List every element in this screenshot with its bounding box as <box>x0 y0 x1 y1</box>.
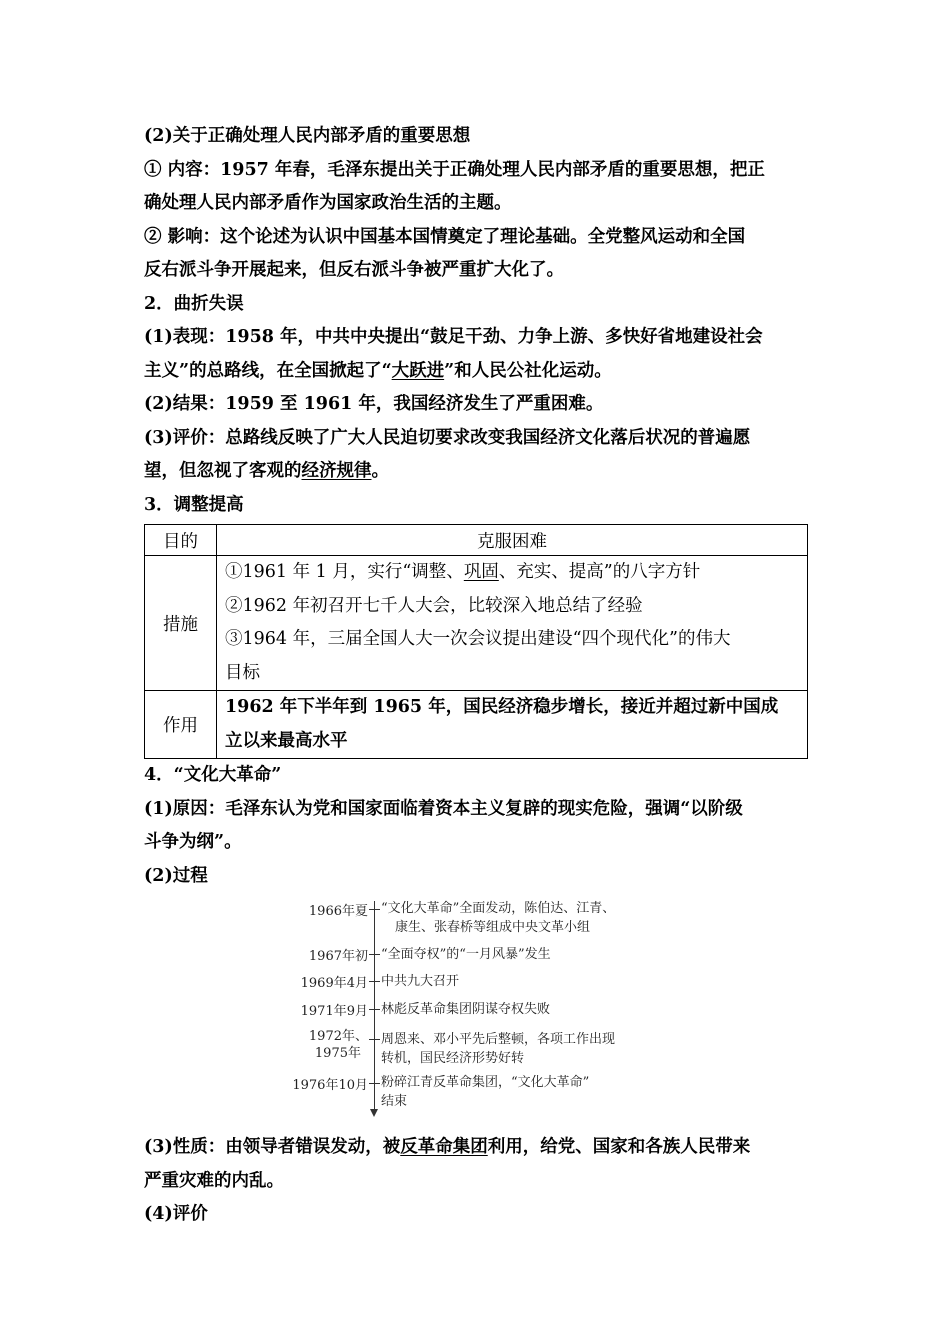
process-timeline <box>144 897 808 1129</box>
timeline-tick <box>369 1009 380 1010</box>
timeline-event-line: 林彪反革命集团阴谋夺权失败 <box>381 1002 551 1017</box>
timeline-axis <box>374 901 375 1113</box>
timeline-tick <box>369 981 380 982</box>
measure-3-line-2: 目标 <box>225 662 260 683</box>
table-value-measures <box>217 556 808 691</box>
impact-line-1: ② 影响：这个论述为认识中国基本国情奠定了理论基础。全党整风运动和全国 <box>144 226 746 247</box>
text-span: 。 <box>371 461 389 481</box>
timeline-event-line: “文化大革命”全面发动，陈伯达、江青、 <box>381 901 616 916</box>
timeline-date: 1969年4月 <box>300 976 368 991</box>
timeline-date: 1967年初 <box>308 949 368 964</box>
section-4-p3-line-1 <box>144 1131 808 1165</box>
timeline-event-line: 转机，国民经济形势好转 <box>381 1051 525 1066</box>
effect-line-1: 1962 年下半年到 1965 年，国民经济稳步增长，接近并超过新中国成 <box>225 697 779 717</box>
table-row <box>145 556 808 691</box>
timeline-event-line: 结束 <box>381 1094 408 1109</box>
measure-2: ②1962 年初召开七千人大会，比较深入地总结了经验 <box>225 595 643 616</box>
table-row <box>145 525 808 556</box>
document-page <box>144 120 808 1232</box>
section-4-p1-line-2: 斗争为纲”。 <box>144 832 242 852</box>
impact-line-2: 反右派斗争开展起来，但反右派斗争被严重扩大化了。 <box>144 260 564 280</box>
timeline-date: 1966年夏 <box>308 904 368 919</box>
text-span: 主义”的总路线，在全国掀起了“ <box>144 360 392 381</box>
timeline-date <box>309 1028 368 1062</box>
content-line-2: 确处理人民内部矛盾作为国家政治生活的主题。 <box>144 193 512 213</box>
section-4-p3-line-2: 严重灾难的内乱。 <box>144 1170 284 1191</box>
timeline-event <box>381 899 615 937</box>
table-label-purpose: 目的 <box>145 525 217 556</box>
underlined-term: 反革命集团 <box>400 1137 488 1157</box>
section-1-2-heading: (2)关于正确处理人民内部矛盾的重要思想 <box>144 126 471 146</box>
timeline-event-line: 粉碎江青反革命集团，“文化大革命” <box>381 1075 590 1090</box>
section-2-p1-line-1: (1)表现：1958 年，中共中央提出“鼓足干劲、力争上游、多快好省地建设社会 <box>144 327 763 347</box>
section-2-p2: (2)结果：1959 至 1961 年，我国经济发生了严重困难。 <box>144 394 604 414</box>
section-2-p1-line-2 <box>144 355 808 389</box>
timeline-date: 1976年10月 <box>292 1078 368 1093</box>
timeline-tick <box>369 1083 380 1084</box>
timeline-date-line: 1972年、 <box>308 1029 368 1044</box>
measure-1 <box>225 556 799 590</box>
section-4-p4: (4)评价 <box>144 1204 208 1224</box>
timeline-event-line: 周恩来、邓小平先后整顿，各项工作出现 <box>381 1032 616 1047</box>
table-label-effect: 作用 <box>145 691 217 759</box>
timeline-date: 1971年9月 <box>300 1004 368 1019</box>
content-line-1: ① 内容：1957 年春，毛泽东提出关于正确处理人民内部矛盾的重要思想，把正 <box>144 159 765 180</box>
section-4-p2: (2)过程 <box>144 865 208 886</box>
timeline-tick <box>369 954 380 955</box>
table-value-effect <box>217 691 808 759</box>
underlined-term: 巩固 <box>463 562 499 582</box>
text-span: ①1961 年 1 月，实行“调整、 <box>225 562 464 582</box>
text-span: (3)性质：由领导者错误发动，被 <box>144 1137 401 1157</box>
timeline-event-line: 中共九大召开 <box>381 974 460 989</box>
timeline-event <box>381 945 551 964</box>
timeline-event <box>381 1073 589 1111</box>
timeline-event-line: “全面夺权”的“一月风暴”发生 <box>381 947 551 962</box>
section-4-p1-line-1: (1)原因：毛泽东认为党和国家面临着资本主义复辟的现实危险，强调“以阶级 <box>144 798 743 819</box>
section-3-heading: 3．调整提高 <box>144 494 244 515</box>
effect-line-2: 立以来最高水平 <box>225 730 348 751</box>
underlined-term: 经济规律 <box>301 461 372 481</box>
timeline-date-line: 1975年 <box>314 1046 361 1061</box>
timeline-tick <box>369 909 380 910</box>
text-span: 、充实、提高”的八字方针 <box>498 562 701 582</box>
timeline-event <box>381 1030 615 1068</box>
text-span: 望，但忽视了客观的 <box>144 461 302 481</box>
timeline-arrow-icon <box>370 1109 378 1117</box>
measure-3-line-1: ③1964 年，三届全国人大一次会议提出建设“四个现代化”的伟大 <box>225 629 731 649</box>
section-4-heading: 4．“文化大革命” <box>144 765 282 785</box>
table-label-measures: 措施 <box>145 556 217 691</box>
text-span: ”和人民公社化运动。 <box>444 360 612 381</box>
adjustment-table <box>144 524 808 759</box>
table-value-purpose: 克服困难 <box>217 525 808 556</box>
section-2-p3-line-1: (3)评价：总路线反映了广大人民迫切要求改变我国经济文化落后状况的普遍愿 <box>144 427 751 448</box>
text-span: 利用，给党、国家和各族人民带来 <box>487 1137 751 1157</box>
section-2-p3-line-2 <box>144 455 808 489</box>
table-row <box>145 691 808 759</box>
timeline-event <box>381 1000 550 1019</box>
underlined-term: 大跃进 <box>391 360 445 381</box>
timeline-tick <box>369 1039 380 1040</box>
timeline-event <box>381 972 459 991</box>
timeline-event-line: 康生、张春桥等组成中央文革小组 <box>395 920 591 935</box>
section-2-heading: 2．曲折失误 <box>144 293 244 314</box>
